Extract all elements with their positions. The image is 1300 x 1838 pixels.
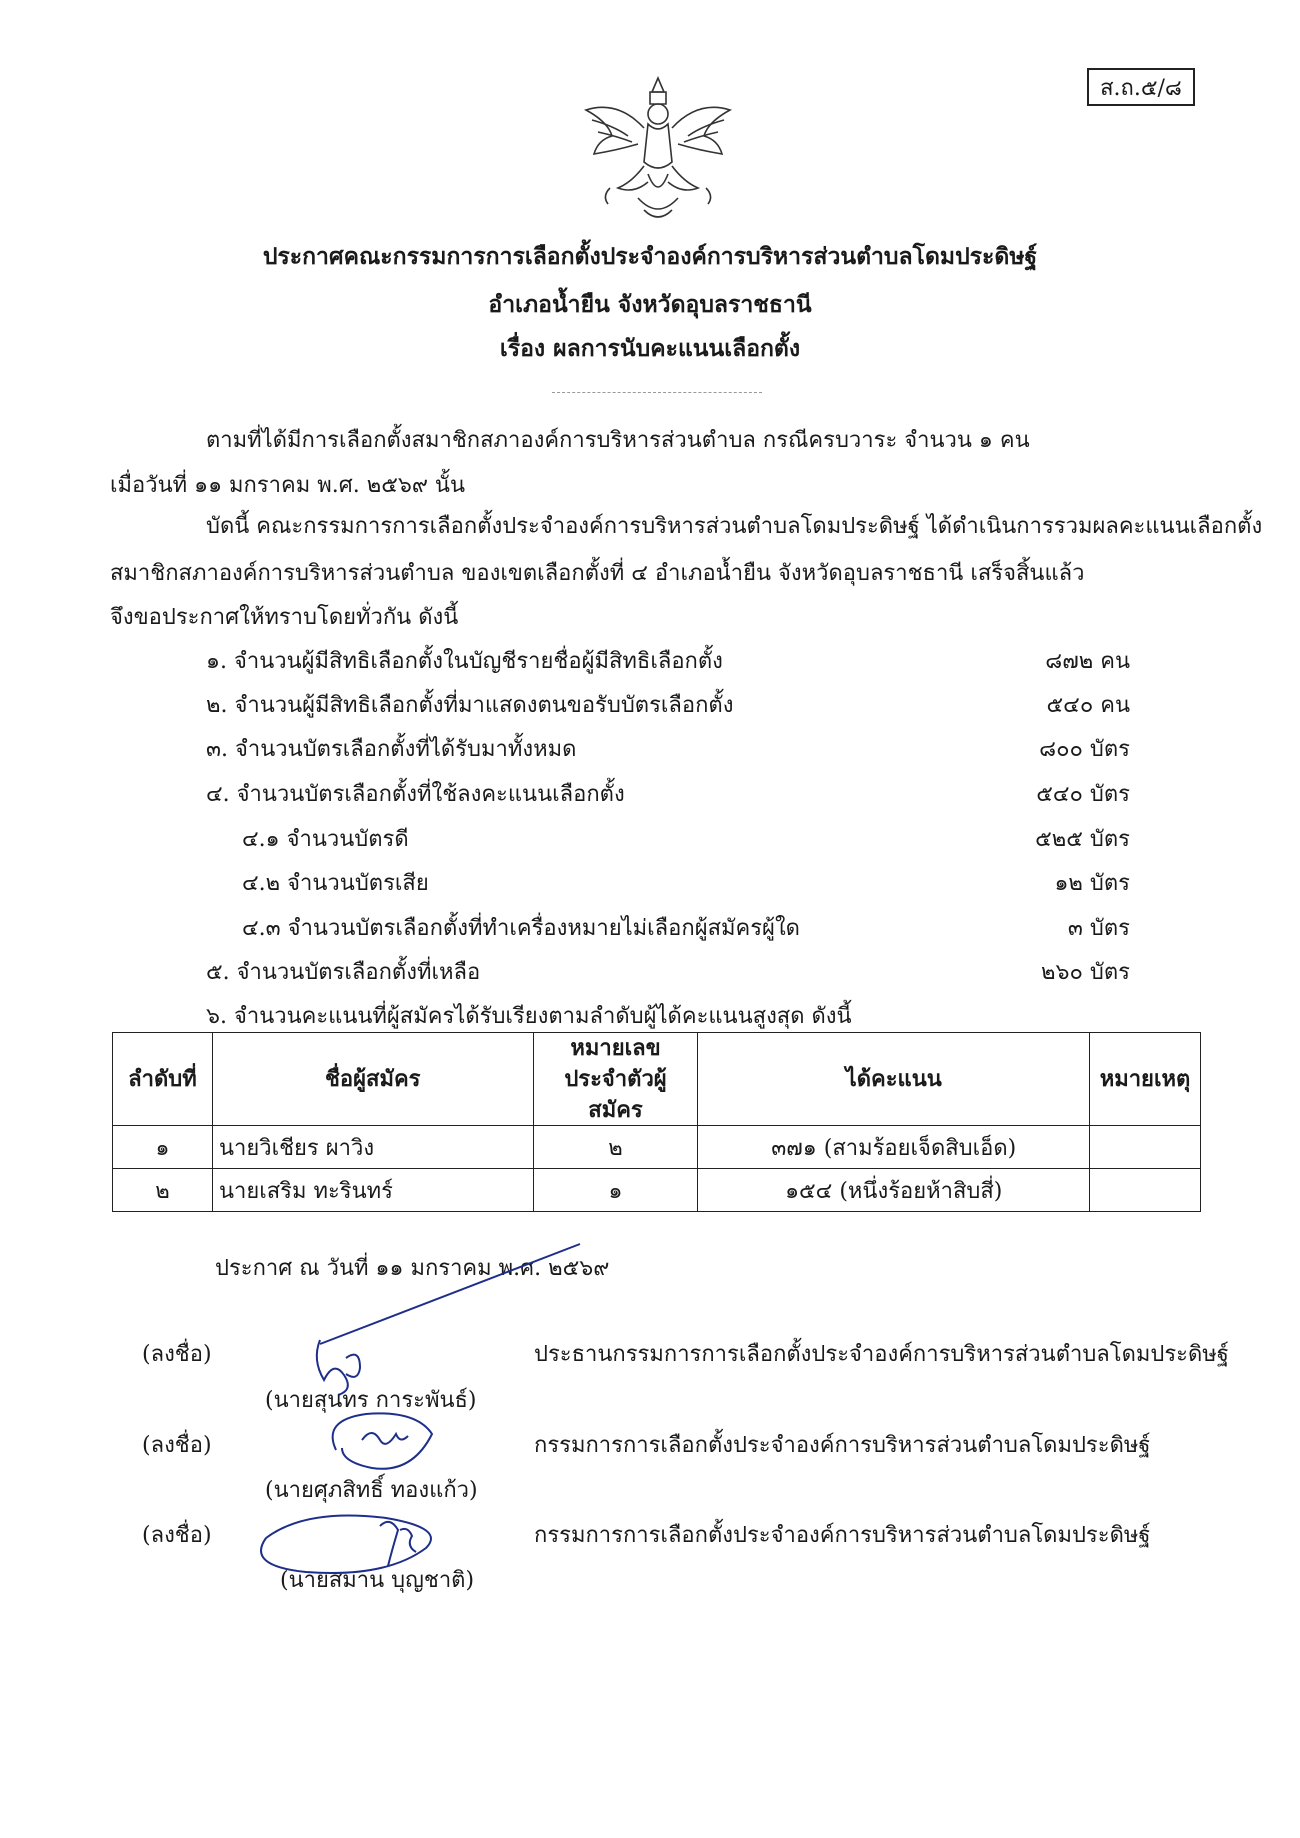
row-score: ๑๕๔ (หนึ่งร้อยห้าสิบสี่): [698, 1169, 1090, 1212]
item-1-label: ๑. จำนวนผู้มีสิทธิเลือกตั้งในบัญชีรายชื่อผู้มีสิทธิเลือกตั้ง: [206, 649, 723, 674]
signer-1-position: ประธานกรรมการการเลือกตั้งประจำองค์การบริหารส่วนตำบลโดมประดิษฐ์: [534, 1342, 1229, 1367]
row-name: นายวิเชียร ผาวิง: [212, 1126, 533, 1169]
paragraph-1-line-1: ตามที่ได้มีการเลือกตั้งสมาชิกสภาองค์การบริหารส่วนตำบล กรณีครบวาระ จำนวน ๑ คน: [206, 428, 1030, 453]
sign-label-1: (ลงชื่อ): [142, 1342, 212, 1367]
item-6-label: ๖. จำนวนคะแนนที่ผู้สมัครได้รับเรียงตามลำดับผู้ได้คะแนนสูงสุด ดังนี้: [206, 1004, 852, 1029]
col-number-header-line-1: หมายเลข: [570, 1035, 661, 1061]
item-4-label: ๔. จำนวนบัตรเลือกตั้งที่ใช้ลงคะแนนเลือกตั้ง: [206, 782, 625, 807]
garuda-emblem-icon: [578, 70, 738, 230]
col-number-header-line-2: ประจำตัวผู้สมัคร: [564, 1065, 667, 1123]
item-5-value: ๒๖๐ บัตร: [1041, 960, 1130, 985]
paragraph-2-line-1: บัดนี้ คณะกรรมการการเลือกตั้งประจำองค์การบริหารส่วนตำบลโดมประดิษฐ์ ได้ดำเนินการรวมผลคะแนนเลือกตั้ง: [206, 514, 1263, 539]
signer-2-name: (นายศุภสิทธิ์ ทองแก้ว): [265, 1478, 478, 1503]
item-4-2-label: ๔.๒ จำนวนบัตรเสีย: [242, 871, 429, 896]
paragraph-2-line-2: สมาชิกสภาองค์การบริหารส่วนตำบล ของเขตเลือกตั้งที่ ๔ อำเภอน้ำยืน จังหวัดอุบลราชธานี เสร็จสิ้นแล้ว: [110, 561, 1085, 586]
form-code: ส.ถ.๕/๘: [1087, 68, 1195, 106]
header-divider: [552, 392, 762, 393]
col-rank-header: ลำดับที่: [113, 1033, 213, 1126]
signer-3-name: (นายสมาน บุญชาติ): [280, 1568, 475, 1593]
subject-line: เรื่อง ผลการนับคะแนนเลือกตั้ง: [499, 335, 801, 362]
item-5-label: ๕. จำนวนบัตรเลือกตั้งที่เหลือ: [206, 960, 481, 985]
item-2-label: ๒. จำนวนผู้มีสิทธิเลือกตั้งที่มาแสดงตนขอรับบัตรเลือกตั้ง: [206, 693, 734, 718]
announcement-title: ประกาศคณะกรรมการการเลือกตั้งประจำองค์การบริหารส่วนตำบลโดมประดิษฐ์: [262, 243, 1038, 270]
item-4-1-label: ๔.๑ จำนวนบัตรดี: [242, 827, 409, 852]
item-4-2-value: ๑๒ บัตร: [1054, 871, 1130, 896]
col-number-header: [533, 1033, 698, 1126]
item-4-value: ๕๔๐ บัตร: [1036, 782, 1130, 807]
signature-marks: [250, 1240, 630, 1620]
col-note-header: หมายเหตุ: [1089, 1033, 1200, 1126]
announcement-date: ประกาศ ณ วันที่ ๑๑ มกราคม พ.ศ. ๒๕๖๙: [215, 1256, 610, 1281]
item-1-value: ๘๗๒ คน: [1045, 649, 1130, 674]
row-number: ๒: [533, 1126, 698, 1169]
paragraph-2-line-3: จึงขอประกาศให้ทราบโดยทั่วกัน ดังนี้: [110, 605, 459, 630]
results-table: [112, 1032, 1201, 1212]
item-3-value: ๘๐๐ บัตร: [1039, 737, 1130, 762]
row-score: ๓๗๑ (สามร้อยเจ็ดสิบเอ็ด): [698, 1126, 1090, 1169]
row-note: [1089, 1169, 1200, 1212]
item-4-3-value: ๓ บัตร: [1067, 916, 1130, 941]
table-row: [113, 1126, 1201, 1169]
item-4-1-value: ๕๒๕ บัตร: [1035, 827, 1130, 852]
paragraph-1-line-2: เมื่อวันที่ ๑๑ มกราคม พ.ศ. ๒๕๖๙ นั้น: [110, 473, 465, 498]
signer-2-position: กรรมการการเลือกตั้งประจำองค์การบริหารส่วนตำบลโดมประดิษฐ์: [534, 1433, 1151, 1458]
sign-label-2: (ลงชื่อ): [142, 1433, 212, 1458]
col-score-header: ได้คะแนน: [698, 1033, 1090, 1126]
row-number: ๑: [533, 1169, 698, 1212]
col-name-header: ชื่อผู้สมัคร: [212, 1033, 533, 1126]
row-note: [1089, 1126, 1200, 1169]
table-row: [113, 1169, 1201, 1212]
item-4-3-label: ๔.๓ จำนวนบัตรเลือกตั้งที่ทำเครื่องหมายไม่เลือกผู้สมัครผู้ใด: [242, 916, 800, 941]
signer-3-position: กรรมการการเลือกตั้งประจำองค์การบริหารส่วนตำบลโดมประดิษฐ์: [534, 1523, 1151, 1548]
row-name: นายเสริม ทะรินทร์: [212, 1169, 533, 1212]
table-header-row: [113, 1033, 1201, 1126]
row-rank: ๑: [113, 1126, 213, 1169]
row-rank: ๒: [113, 1169, 213, 1212]
sign-label-3: (ลงชื่อ): [142, 1523, 212, 1548]
item-2-value: ๕๔๐ คน: [1046, 693, 1130, 718]
item-3-label: ๓. จำนวนบัตรเลือกตั้งที่ได้รับมาทั้งหมด: [206, 737, 577, 762]
signer-1-name: (นายสุนทร การะพันธ์): [265, 1388, 477, 1413]
district-province: อำเภอน้ำยืน จังหวัดอุบลราชธานี: [488, 291, 812, 318]
